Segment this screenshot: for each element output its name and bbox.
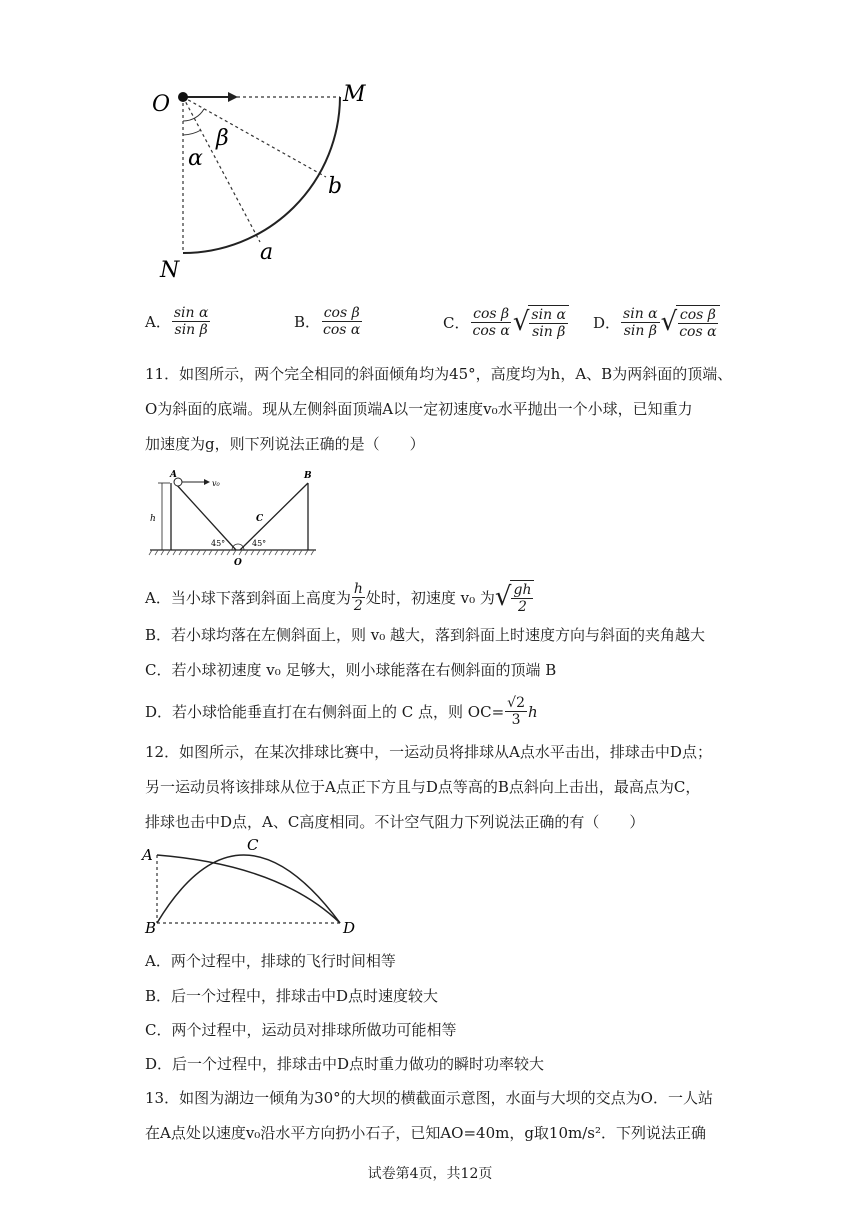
q10-b-fraction: $\frac{\text{cos β}}{\text{cos α}}$ (323, 305, 361, 338)
q11-label-a: A (170, 470, 177, 480)
label-a: a (260, 240, 274, 265)
label-alpha: α (188, 146, 203, 171)
q12-stem-line3: 排球也击中D点，A、C高度相同。不计空气阻力下列说法正确的有（ ） (145, 813, 645, 831)
q10-arc (183, 97, 343, 253)
q12-label-c: C (247, 836, 259, 854)
q12-trajectory-b (157, 855, 340, 923)
q12-label-b: B (145, 919, 157, 937)
q11-option-a[interactable]: A．当小球下落到斜面上高度为 $\frac{h}{2}$ 处时，初速度 v₀ 为 √ $\frac{gh}{2}$ (145, 580, 534, 615)
q11-label-angle2: 45° (252, 539, 267, 548)
q12-figure (140, 835, 365, 937)
q11-label-o: O (234, 558, 242, 568)
q10-option-a[interactable]: A． $\frac{\text{sin α}}{\text{sin β}}$ (145, 305, 209, 338)
q13-stem-line1: 13．如图为湖边一倾角为30°的大坝的横截面示意图，水面与大坝的交点为O．一人站 (145, 1089, 713, 1107)
q11-stem-line1: 11．如图所示，两个完全相同的斜面倾角均为45°，高度均为h，A、B为两斜面的顶端、 (145, 365, 733, 383)
q12-stem-line2: 另一运动员将该排球从位于A点正下方且与D点等高的B点斜向上击出，最高点为C， (145, 778, 701, 796)
q11-d-fraction: $\frac{√2}{3}$ (507, 695, 525, 728)
label-o: O (152, 92, 171, 117)
q11-label-h: h (150, 514, 156, 524)
q10-a-fraction: $\frac{\text{sin α}}{\text{sin β}}$ (173, 305, 209, 338)
point-o (178, 92, 188, 102)
q11-option-c[interactable]: C．若小球初速度 v₀ 足够大，则小球能落在右侧斜面的顶端 B (145, 661, 557, 679)
q11-stem-line3: 加速度为g，则下列说法正确的是（ ） (145, 435, 425, 453)
q10-option-c[interactable]: C． $\frac{\text{cos β}}{\text{cos α}}$ √ $\frac{\text{sin α}}{\text{sin β}}$ (443, 305, 569, 340)
q12-option-c[interactable]: C．两个过程中，运动员对排球所做功可能相等 (145, 1021, 457, 1039)
q10-c-sqrt: √ $\frac{\text{sin α}}{\text{sin β}}$ (513, 305, 569, 340)
label-m: M (343, 82, 366, 107)
label-b: b (328, 174, 343, 199)
q12-label-d: D (343, 919, 356, 937)
q10-c-fraction: $\frac{\text{cos β}}{\text{cos α}}$ (472, 306, 510, 339)
q12-option-d[interactable]: D．后一个过程中，排球击中D点时重力做功的瞬时功率较大 (145, 1055, 545, 1073)
q11-option-d[interactable]: D．若小球恰能垂直打在右侧斜面上的 C 点，则 OC= $\frac{√2}{3}$ h (145, 695, 538, 728)
q13-stem-line2: 在A点处以速度v₀沿水平方向扔小石子，已知AO=40m，g取10m/s²．下列说法正确 (145, 1124, 707, 1142)
q10-option-d[interactable]: D． $\frac{\text{sin α}}{\text{sin β}}$ √ $\frac{\text{cos β}}{\text{cos α}}$ (593, 305, 720, 340)
q11-label-angle1: 45° (211, 539, 226, 548)
q11-label-b: B (304, 471, 312, 481)
q11-stem-line2: O为斜面的底端。现从左侧斜面顶端A以一定初速度v₀水平抛出一个小球，已知重力 (145, 400, 693, 418)
q11-a-fraction: $\frac{h}{2}$ (353, 581, 363, 614)
q11-option-b[interactable]: B．若小球均落在左侧斜面上，则 v₀ 越大，落到斜面上时速度方向与斜面的夹角越大 (145, 626, 706, 644)
q11-label-c: C (256, 514, 264, 524)
q10-option-b[interactable]: B． $\frac{\text{cos β}}{\text{cos α}}$ (294, 305, 361, 338)
q12-label-a: A (142, 846, 153, 864)
q11-label-v0: v₀ (212, 479, 220, 488)
q10-d-fraction: $\frac{\text{sin α}}{\text{sin β}}$ (623, 306, 658, 339)
q12-trajectory-a (157, 855, 340, 923)
q10-d-sqrt: √ $\frac{\text{cos β}}{\text{cos α}}$ (661, 305, 720, 340)
label-beta: β (216, 126, 229, 151)
q12-stem-line1: 12．如图所示，在某次排球比赛中，一运动员将排球从A点水平击出，排球击中D点； (145, 743, 712, 761)
q11-figure (148, 467, 328, 569)
label-n: N (160, 258, 180, 283)
page-footer: 试卷第4页，共12页 (367, 1166, 493, 1182)
q12-option-a[interactable]: A．两个过程中，排球的飞行时间相等 (145, 952, 396, 970)
q10-figure (150, 75, 390, 290)
q12-option-b[interactable]: B．后一个过程中，排球击中D点时速度较大 (145, 987, 439, 1005)
q11-a-sqrt: √ $\frac{gh}{2}$ (495, 580, 535, 615)
